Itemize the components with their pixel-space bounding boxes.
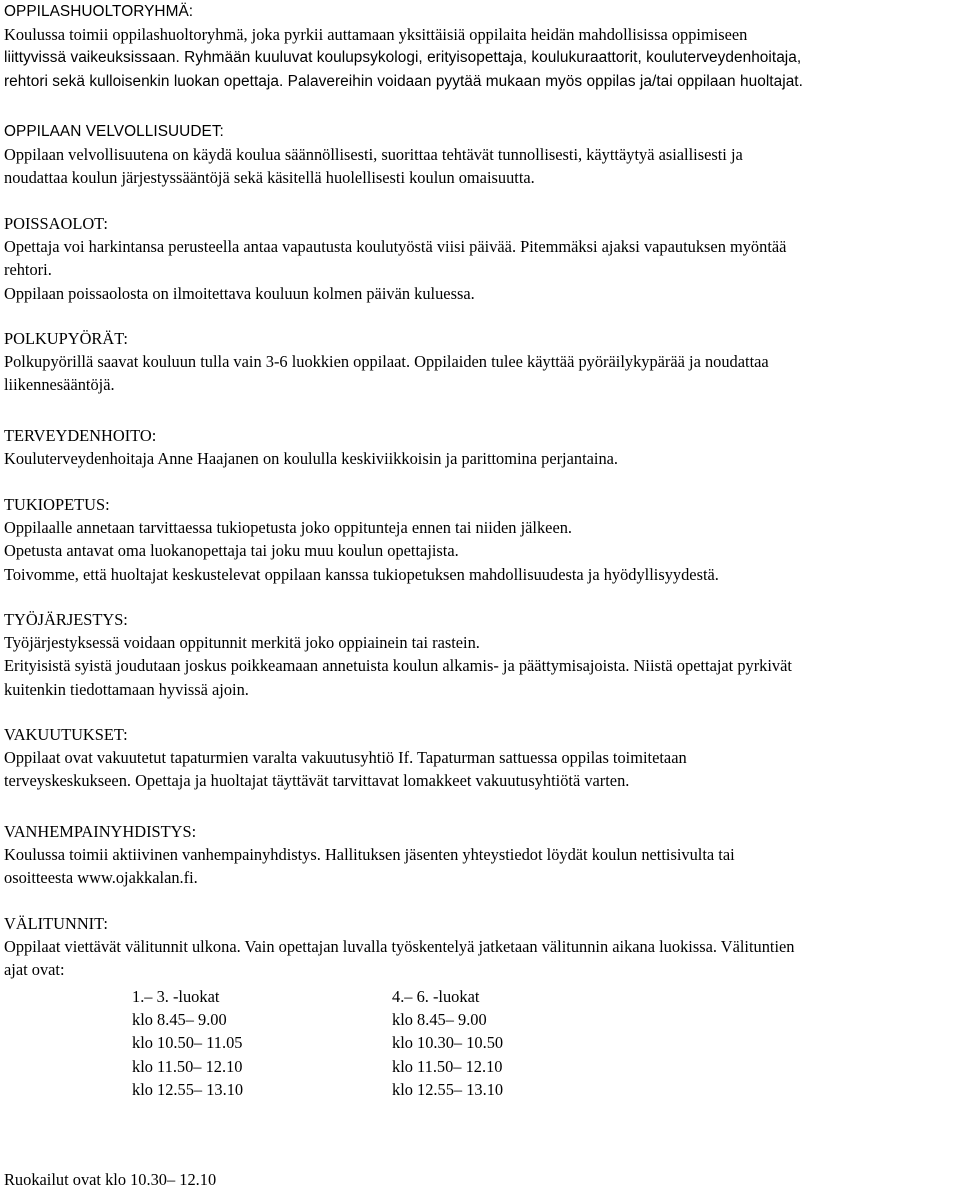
paragraph-line: rehtori sekä kulloisenkin luokan opettaja. Palavereihin voidaan pyytää mukaan myös oppilas ja/tai oppilaan huoltajat.: [4, 72, 803, 90]
section-vanhempainyhdistys: [4, 820, 735, 890]
section-terveydenhoito: [4, 424, 618, 470]
paragraph-line: Opettaja voi harkintansa perusteella antaa vapautusta koulutyöstä viisi päivää. Pitemmäksi ajaksi vapautuksen myöntää: [4, 237, 787, 257]
section-heading: VANHEMPAINYHDISTYS:: [4, 822, 197, 841]
section-heading: VÄLITUNNIT:: [4, 914, 108, 933]
section-heading: OPPILASHUOLTORYHMÄ:: [4, 3, 194, 20]
paragraph-line: noudattaa koulun järjestyssääntöjä sekä käsitellä huolellisesti koulun omaisuutta.: [4, 168, 535, 188]
timetable-row: [132, 1055, 592, 1078]
section-poissaolot: [4, 212, 786, 305]
lunch-time-note: Ruokailut ovat klo 10.30– 12.10: [4, 1170, 217, 1189]
section-heading: POLKUPYÖRÄT:: [4, 329, 128, 348]
paragraph-line: Opetusta antavat oma luokanopettaja tai joku muu koulun opettajista.: [4, 541, 459, 561]
paragraph-line: Oppilaat viettävät välitunnit ulkona. Vain opettajan luvalla työskentelyä jatketaan välitunnin aikana luokissa. Välituntien: [4, 937, 795, 957]
paragraph-line: Oppilaan poissaolosta on ilmoitettava kouluun kolmen päivän kuluessa.: [4, 283, 475, 303]
paragraph-line: rehtori.: [4, 260, 52, 280]
timetable-cell: klo 12.55– 13.10: [132, 1079, 244, 1099]
section-vakuutukset: [4, 723, 687, 793]
paragraph-line: Oppilaan velvollisuutena on käydä koulua säännöllisesti, suorittaa tehtävät tunnollisesti, käyttäytyä asiallisesti ja: [4, 145, 743, 165]
paragraph-line: liikennesääntöjä.: [4, 375, 115, 395]
section-heading: TERVEYDENHOITO:: [4, 426, 157, 445]
timetable-cell: klo 8.45– 9.00: [132, 1010, 227, 1030]
paragraph-line: Toivomme, että huoltajat keskustelevat oppilaan kanssa tukiopetuksen mahdollisuudesta ja hyödyllisyydestä.: [4, 564, 719, 584]
timetable-cell: klo 8.45– 9.00: [392, 1010, 487, 1030]
timetable-cell: klo 10.50– 11.05: [132, 1033, 243, 1053]
section-tyojarjestys: [4, 608, 792, 701]
timetable-cell: klo 11.50– 12.10: [392, 1056, 503, 1076]
paragraph-line: liittyvissä vaikeuksissaan. Ryhmään kuuluvat koulupsykologi, erityisopettaja, koulukuraattorit, kouluterveydenhoitaja,: [4, 49, 802, 67]
section-heading: VAKUUTUKSET:: [4, 725, 128, 744]
paragraph-line: Koulussa toimii oppilashuoltoryhmä, joka pyrkii auttamaan yksittäisiä oppilaita heidän mahdollisissa oppimiseen: [4, 25, 748, 45]
paragraph-line: Koulussa toimii aktiivinen vanhempainyhdistys. Hallituksen jäsenten yhteystiedot löydät koulun nettisivulta tai: [4, 845, 735, 865]
section-tukiopetus: [4, 493, 719, 586]
timetable-row: [132, 1078, 592, 1101]
timetable-header-row: [132, 985, 592, 1008]
section-heading: TUKIOPETUS:: [4, 495, 110, 514]
section-valitunnit: [4, 912, 795, 982]
paragraph-line: terveyskeskukseen. Opettaja ja huoltajat täyttävät tarvittavat lomakkeet vakuutusyhtiötä varten.: [4, 771, 630, 791]
section-oppilashuoltoryhma: [4, 0, 803, 93]
break-timetable: [132, 985, 592, 1101]
timetable-row: [132, 1008, 592, 1031]
section-heading: TYÖJÄRJESTYS:: [4, 610, 128, 629]
timetable-row: [132, 1031, 592, 1054]
paragraph-line: Oppilaalle annetaan tarvittaessa tukiopetusta joko oppitunteja ennen tai niiden jälkeen.: [4, 518, 573, 538]
paragraph-line: Oppilaat ovat vakuutetut tapaturmien varalta vakuutusyhtiö If. Tapaturman sattuessa oppilas toimitetaan: [4, 748, 687, 768]
section-polkupyorat: [4, 327, 769, 397]
timetable-cell: klo 10.30– 10.50: [392, 1033, 504, 1053]
section-oppilaan-velvollisuudet: [4, 120, 743, 190]
section-heading: POISSAOLOT:: [4, 214, 108, 233]
timetable-column-header: 1.– 3. -luokat: [132, 987, 220, 1006]
timetable-cell: klo 12.55– 13.10: [392, 1079, 504, 1099]
paragraph-line: Kouluterveydenhoitaja Anne Haajanen on koululla keskiviikkoisin ja parittomina perjantaina.: [4, 449, 619, 469]
paragraph-line: Erityisistä syistä joudutaan joskus poikkeamaan annetuista koulun alkamis- ja päättymisajoista. Niistä opettajat pyrkivät: [4, 656, 792, 676]
timetable-cell: klo 11.50– 12.10: [132, 1056, 243, 1076]
paragraph-line: osoitteesta www.ojakkalan.fi.: [4, 868, 198, 888]
section-heading: OPPILAAN VELVOLLISUUDET:: [4, 123, 224, 140]
paragraph-line: Polkupyörillä saavat kouluun tulla vain 3-6 luokkien oppilaat. Oppilaiden tulee käyttää pyöräilykypärää ja noudattaa: [4, 352, 769, 372]
timetable-column-header: 4.– 6. -luokat: [392, 987, 480, 1006]
paragraph-line: kuitenkin tiedottamaan hyvissä ajoin.: [4, 679, 249, 699]
paragraph-line: ajat ovat:: [4, 960, 65, 980]
paragraph-line: Työjärjestyksessä voidaan oppitunnit merkitä joko oppiainein tai rastein.: [4, 633, 480, 653]
